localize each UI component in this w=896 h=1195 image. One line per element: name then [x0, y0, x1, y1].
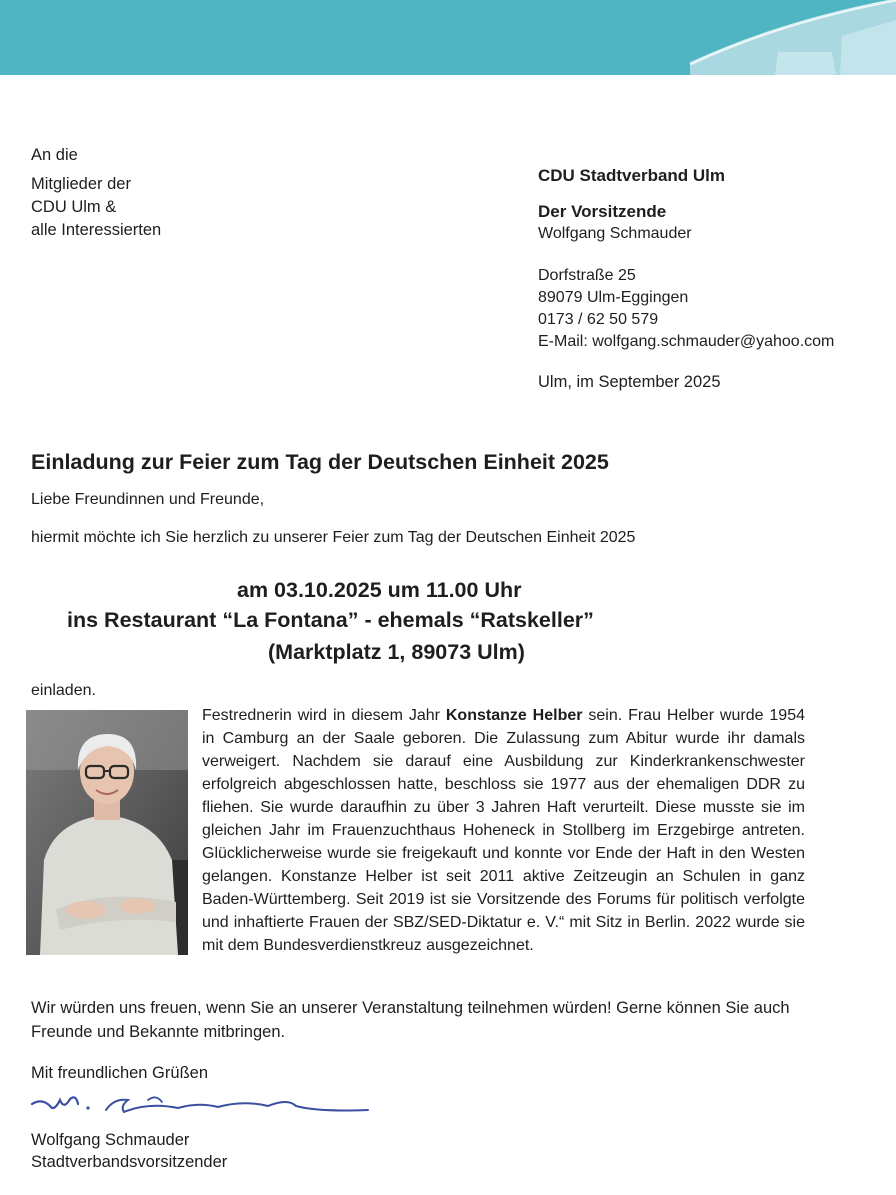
recipient-line: Mitglieder der [31, 175, 131, 193]
recipient-line: An die [31, 146, 78, 164]
sender-name: Wolfgang Schmauder [538, 225, 692, 242]
speaker-name: Konstanze Helber [445, 707, 583, 724]
recipient-line: CDU Ulm & [31, 198, 117, 216]
letter-salutation: Liebe Freundinnen und Freunde, [31, 491, 265, 508]
recipient-block [31, 144, 161, 242]
letter-subject: Einladung zur Feier zum Tag der Deutschen Einheit 2025 [31, 450, 609, 474]
letter-date: Ulm, im September 2025 [538, 373, 721, 391]
closing-greeting: Mit freundlichen Grüßen [31, 1064, 208, 1082]
bio-text: sein. Frau Helber wurde 1954 in Camburg an der Saale geboren. Die Zulassung zum Abitur wurde ihr damals verweigert. Nachdem sie darauf eine Ausbildung zur Kinderkrankenschwester erfolgreich abgeschlossen hatte, beschloss sie 1977 aus der ehemaligen DDR zu fliehen. Sie wurde daraufhin zu über 3 Jahren Haft verurteilt. Diese musste sie im gleichen Jahr im Frauenzuchthaus Hoheneck in Stollberg im Erzgebirge antreten. Glücklicherweise wurde sie freigekauft und konnte vor Ende der Haft in den Westen gelangen. Konstanze Helber ist seit 2011 aktive Zeitzeugin an Schulen in ganz Baden-Württemberg. Seit 2019 ist sie Vorsitzende des Forums für politisch verfolgte und inhaftierte Frauen der SBZ/SED-Diktatur e. V.“ mit Sitz in Berlin. 2022 wurde sie mit dem Bundesverdienstkreuz ausgezeichnet. [202, 707, 806, 954]
header-band [0, 0, 896, 75]
sender-role: Der Vorsitzende [538, 202, 667, 221]
sender-phone: 0173 / 62 50 579 [538, 311, 659, 328]
event-datetime: am 03.10.2025 um 11.00 Uhr [237, 578, 522, 602]
recipient-line: alle Interessierten [31, 221, 162, 239]
event-venue: ins Restaurant “La Fontana” - ehemals “Ratskeller” [67, 608, 594, 632]
closing-paragraph: Wir würden uns freuen, wenn Sie an unserer Veranstaltung teilnehmen würden! Gerne können Sie auch Freunde und Bekannte mitbringen. [31, 999, 790, 1041]
sender-street: Dorfstraße 25 [538, 267, 636, 284]
event-address: (Marktplatz 1, 89073 Ulm) [268, 640, 525, 664]
speaker-bio [31, 704, 805, 960]
handwritten-signature [28, 1090, 373, 1120]
sender-block [538, 165, 834, 393]
sender-city: 89079 Ulm-Eggingen [538, 289, 689, 306]
signer-block [31, 1129, 227, 1173]
signer-title: Stadtverbandsvorsitzender [31, 1153, 228, 1171]
sender-email: E-Mail: wolfgang.schmauder@yahoo.com [538, 333, 835, 350]
signer-name: Wolfgang Schmauder [31, 1131, 190, 1149]
letter-intro: hiermit möchte ich Sie herzlich zu unserer Feier zum Tag der Deutschen Einheit 2025 [31, 529, 636, 546]
sender-organization: CDU Stadtverband Ulm [538, 166, 726, 185]
invite-end: einladen. [31, 682, 96, 699]
bio-text: Festrednerin wird in diesem Jahr [202, 707, 446, 724]
